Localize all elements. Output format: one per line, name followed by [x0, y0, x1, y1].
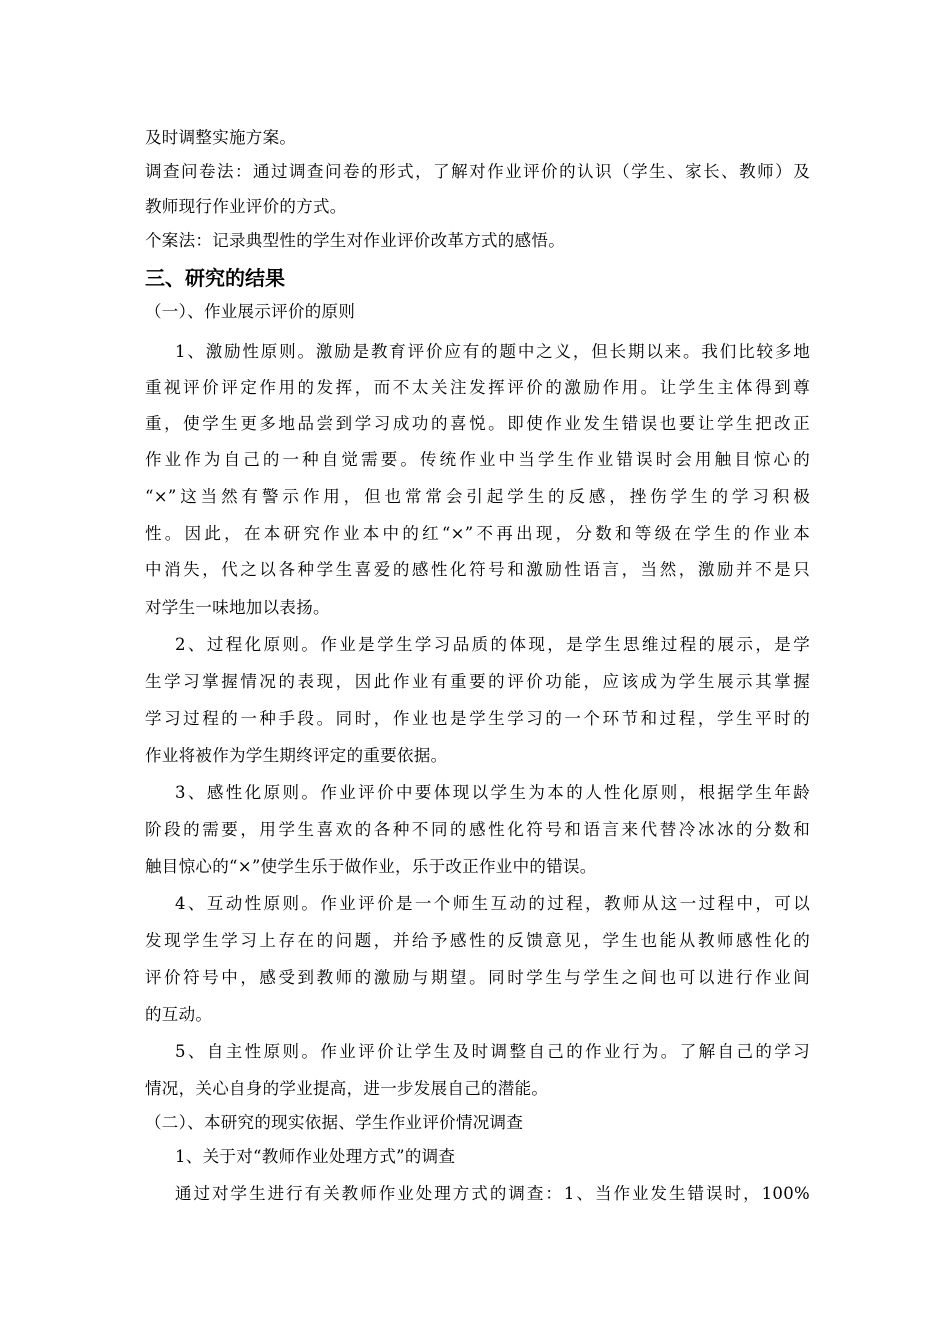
- text-line: 4、互动性原则。作业评价是一个师生互动的过程，教师从这一过程中，可以: [175, 894, 810, 913]
- text-line: 调查问卷法：通过调查问卷的形式，了解对作业评价的认识（学生、家长、教师）及: [145, 162, 810, 181]
- text-line: 及时调整实施方案。: [145, 128, 297, 147]
- section-heading: 三、研究的结果: [145, 266, 285, 290]
- text-line: 作业将被作为学生期终评定的重要依据。: [145, 746, 448, 765]
- text-line: 发现学生学习上存在的问题，并给予感性的反馈意见，学生也能从教师感性化的: [145, 931, 810, 950]
- text-line: 1、激励性原则。激励是教育评价应有的题中之义，但长期以来。我们比较多地: [175, 342, 810, 361]
- text-line: 2、过程化原则。作业是学生学习品质的体现，是学生思维过程的展示，是学: [175, 635, 810, 654]
- subsection-heading: （一）、作业展示评价的原则: [145, 302, 356, 321]
- text-line: 评价符号中，感受到教师的激励与期望。同时学生与学生之间也可以进行作业间: [145, 968, 810, 987]
- text-line: 中消失，代之以各种学生喜爱的感性化符号和激励性语言，当然，激励并不是只: [145, 560, 810, 579]
- text-line: 对学生一味地加以表扬。: [145, 598, 330, 617]
- text-line: 教师现行作业评价的方式。: [145, 197, 347, 216]
- text-line: 个案法：记录典型性的学生对作业评价改革方式的感悟。: [145, 231, 565, 250]
- text-line: 作业作为自己的一种自觉需要。传统作业中当学生作业错误时会用触目惊心的: [145, 450, 810, 469]
- subsection-heading: （二）、本研究的现实依据、学生作业评价情况调查: [145, 1113, 524, 1132]
- subsection-item: 1、关于对“教师作业处理方式”的调查: [175, 1147, 456, 1166]
- text-line: 生学习掌握情况的表现，因此作业有重要的评价功能，应该成为学生展示其掌握: [145, 672, 810, 691]
- text-line: 学习过程的一种手段。同时，作业也是学生学习的一个环节和过程，学生平时的: [145, 709, 810, 728]
- text-line: 3、感性化原则。作业评价中要体现以学生为本的人性化原则，根据学生年龄: [175, 783, 810, 802]
- text-line: 的互动。: [145, 1005, 213, 1024]
- text-line: 情况，关心自身的学业提高，进一步发展自己的潜能。: [145, 1079, 549, 1098]
- text-line: 5、自主性原则。作业评价让学生及时调整自己的作业行为。了解自己的学习: [175, 1042, 810, 1061]
- text-line: “×”这当然有警示作用，但也常常会引起学生的反感，挫伤学生的学习积极: [145, 487, 810, 506]
- text-line: 阶段的需要，用学生喜欢的各种不同的感性化符号和语言来代替冷冰冰的分数和: [145, 820, 810, 839]
- text-line: 重视评价评定作用的发挥，而不太关注发挥评价的激励作用。让学生主体得到尊: [145, 378, 810, 397]
- text-line: 重，使学生更多地品尝到学习成功的喜悦。即使作业发生错误也要让学生把改正: [145, 414, 810, 433]
- text-line: 触目惊心的“×”使学生乐于做作业，乐于改正作业中的错误。: [145, 857, 597, 876]
- text-line: 性。因此，在本研究作业本中的红“×”不再出现，分数和等级在学生的作业本: [145, 524, 810, 543]
- text-line: 通过对学生进行有关教师作业处理方式的调查：1、当作业发生错误时，100%: [175, 1184, 810, 1203]
